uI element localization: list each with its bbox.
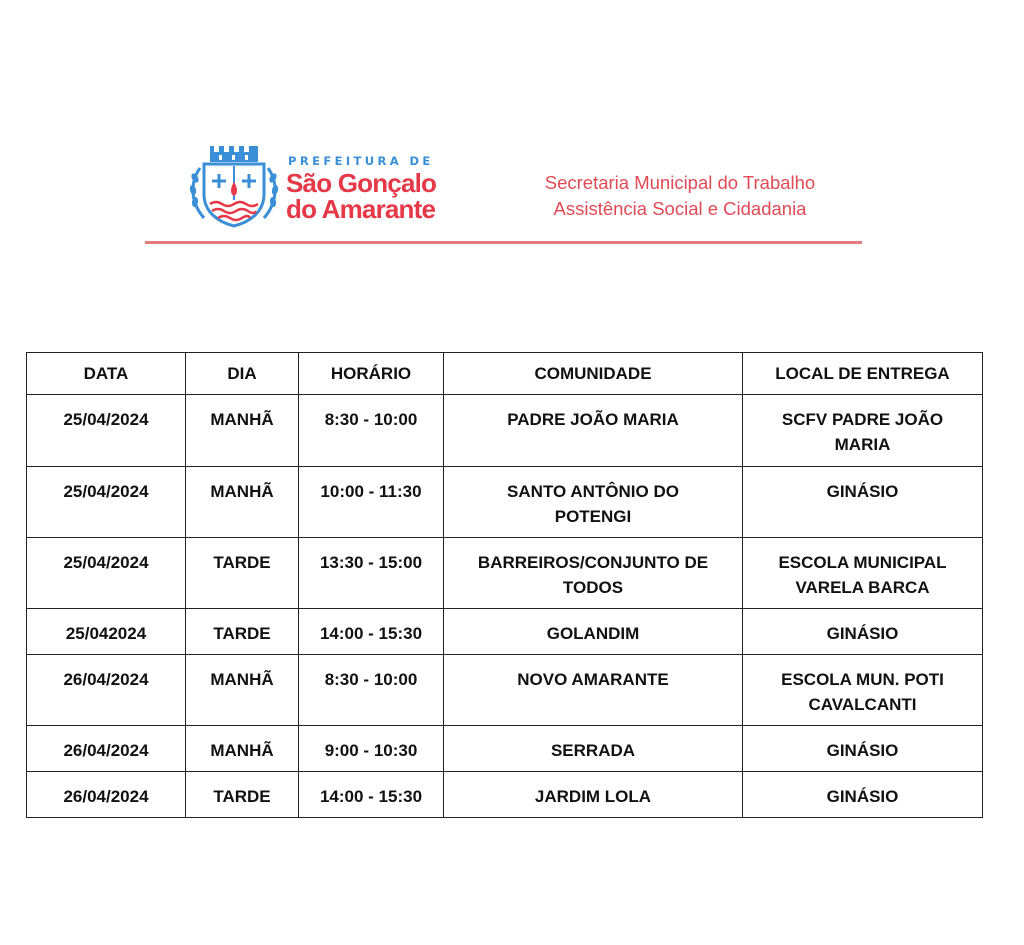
cell-dia: MANHÃ	[186, 395, 299, 467]
municipal-crest-icon	[186, 138, 282, 230]
cell-dia: TARDE	[186, 538, 299, 609]
table-row	[27, 395, 983, 467]
brand-kicker: PREFEITURA DE	[288, 154, 434, 168]
cell-dia: TARDE	[186, 609, 299, 655]
cell-data: 25/04/2024	[27, 395, 186, 467]
table-row	[27, 655, 983, 726]
cell-comunidade: SERRADA	[444, 726, 743, 772]
cell-local-de-entrega: GINÁSIO	[743, 609, 983, 655]
cell-dia: MANHÃ	[186, 467, 299, 538]
cell-local-de-entrega: GINÁSIO	[743, 467, 983, 538]
column-header-dia: DIA	[186, 353, 299, 395]
cell-horario: 14:00 - 15:30	[299, 609, 444, 655]
brand-city-line2: do Amarante	[286, 194, 436, 224]
header-divider	[145, 241, 862, 244]
brand-city-line1: São Gonçalo	[286, 168, 437, 198]
column-header-local-de-entrega: LOCAL DE ENTREGA	[743, 353, 983, 395]
cell-horario: 9:00 - 10:30	[299, 726, 444, 772]
document-header	[0, 0, 1024, 260]
column-header-data: DATA	[27, 353, 186, 395]
cell-comunidade: PADRE JOÃO MARIA	[444, 395, 743, 467]
cell-data: 26/04/2024	[27, 726, 186, 772]
table-row	[27, 726, 983, 772]
cell-local-de-entrega: ESCOLA MUNICIPAL VARELA BARCA	[743, 538, 983, 609]
column-header-horario: HORÁRIO	[299, 353, 444, 395]
table-row	[27, 467, 983, 538]
cell-data: 26/04/2024	[27, 655, 186, 726]
cell-comunidade: SANTO ANTÔNIO DO POTENGI	[444, 467, 743, 538]
secretaria-line1: Secretaria Municipal do Trabalho	[544, 172, 816, 193]
cell-local-de-entrega: ESCOLA MUN. POTI CAVALCANTI	[743, 655, 983, 726]
column-header-comunidade: COMUNIDADE	[444, 353, 743, 395]
cell-horario: 14:00 - 15:30	[299, 772, 444, 818]
cell-data: 25/04/2024	[27, 467, 186, 538]
cell-comunidade: BARREIROS/CONJUNTO DE TODOS	[444, 538, 743, 609]
schedule-table	[26, 352, 983, 818]
cell-horario: 8:30 - 10:00	[299, 395, 444, 467]
table-row	[27, 772, 983, 818]
cell-dia: MANHÃ	[186, 726, 299, 772]
cell-comunidade: NOVO AMARANTE	[444, 655, 743, 726]
cell-horario: 8:30 - 10:00	[299, 655, 444, 726]
cell-dia: MANHÃ	[186, 655, 299, 726]
cell-comunidade: JARDIM LOLA	[444, 772, 743, 818]
table-row	[27, 538, 983, 609]
cell-data: 25/04/2024	[27, 538, 186, 609]
cell-local-de-entrega: SCFV PADRE JOÃO MARIA	[743, 395, 983, 467]
cell-data: 25/042024	[27, 609, 186, 655]
cell-horario: 13:30 - 15:00	[299, 538, 444, 609]
table-header-row	[27, 353, 983, 395]
cell-dia: TARDE	[186, 772, 299, 818]
table-row	[27, 609, 983, 655]
cell-local-de-entrega: GINÁSIO	[743, 772, 983, 818]
secretaria-line2: Assistência Social e Cidadania	[553, 198, 807, 219]
cell-local-de-entrega: GINÁSIO	[743, 726, 983, 772]
cell-horario: 10:00 - 11:30	[299, 467, 444, 538]
cell-comunidade: GOLANDIM	[444, 609, 743, 655]
cell-data: 26/04/2024	[27, 772, 186, 818]
